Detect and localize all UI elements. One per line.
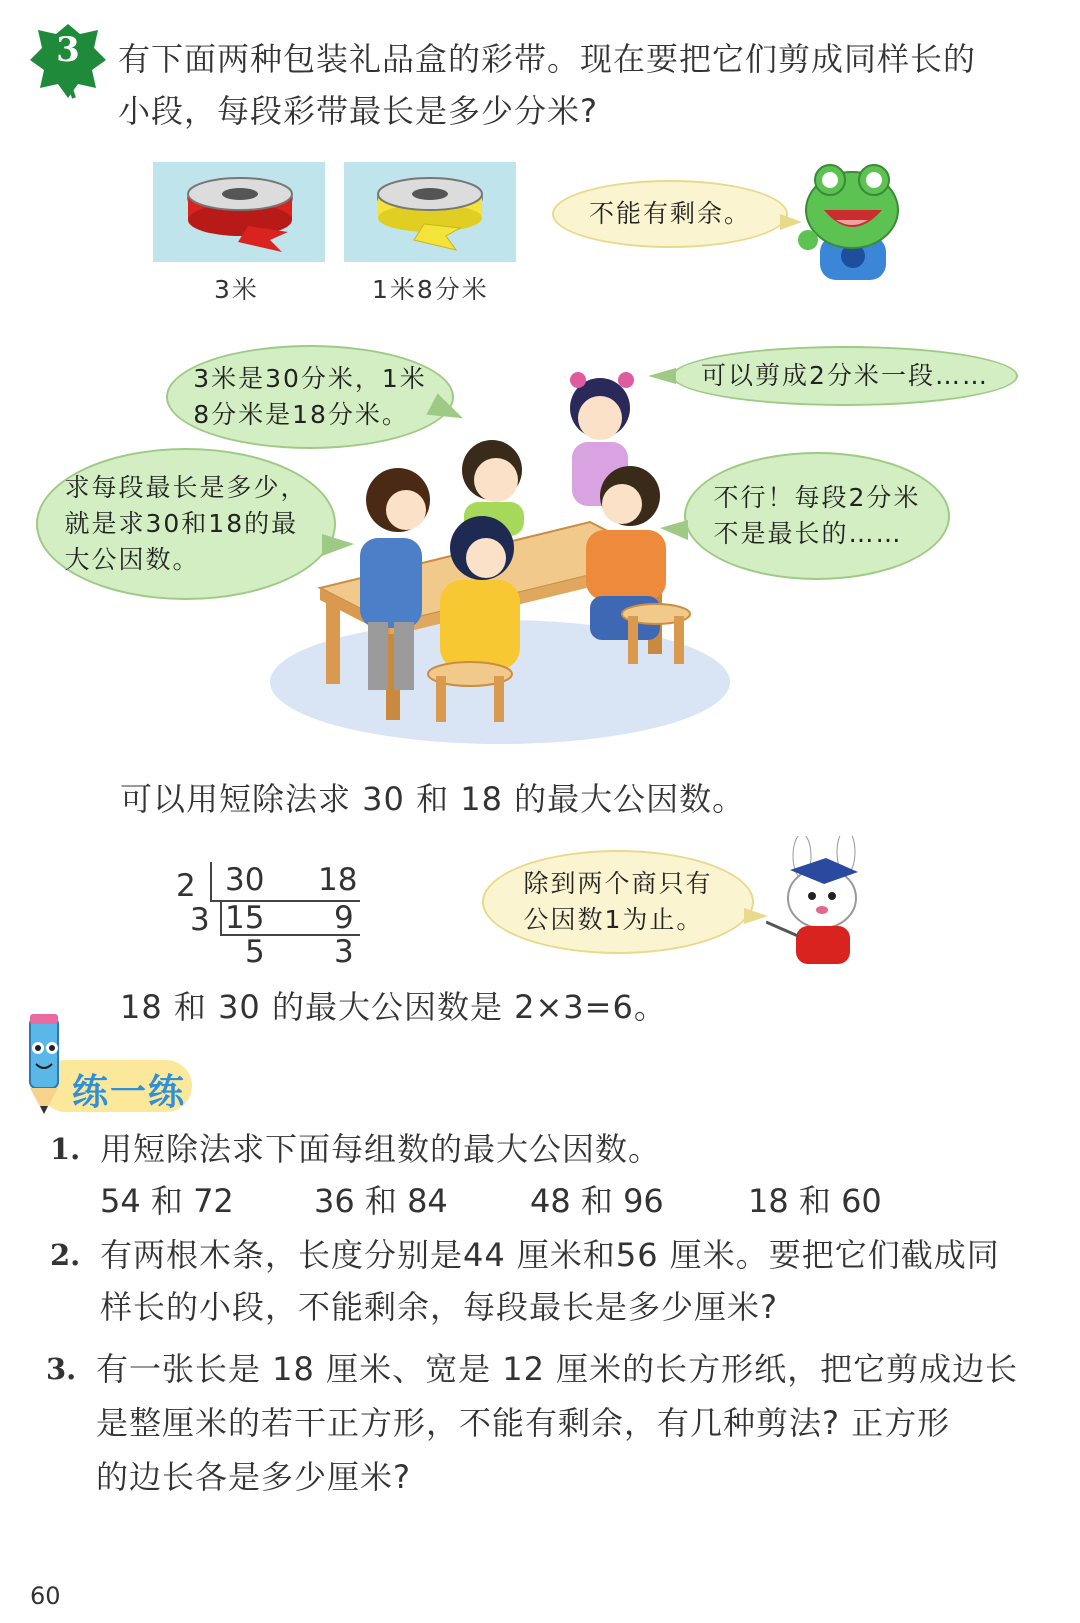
bubble-not-longest-line1: 不行！每段2分米 bbox=[713, 482, 921, 512]
rabbit-teacher-icon bbox=[766, 836, 870, 968]
yellow-ribbon-label: 1米8分米 bbox=[372, 275, 489, 304]
exercise-3-number: 3. bbox=[46, 1352, 77, 1386]
method-text: 可以用短除法求 30 和 18 的最大公因数。 bbox=[120, 780, 746, 818]
quotient-2b: 3 bbox=[334, 934, 354, 970]
bubble-meters-line2: 8分米是18分米。 bbox=[193, 400, 409, 429]
problem-text-line1: 有下面两种包装礼品盒的彩带。现在要把它们剪成同样长的 bbox=[118, 40, 977, 78]
yellow-ribbon-spool-icon bbox=[368, 170, 492, 256]
quotient-2a: 5 bbox=[245, 934, 265, 970]
bubble-gcf-line1: 求每段最长是多少， bbox=[64, 472, 308, 502]
quotient-1b: 9 bbox=[334, 900, 354, 936]
exercise-1-pair-1: 54 和 72 bbox=[100, 1182, 234, 1220]
exercise-3-line2: 是整厘米的若干正方形，不能有剩余，有几种剪法? 正方形 bbox=[96, 1404, 951, 1442]
frog-speech-bubble bbox=[552, 180, 788, 248]
divisor-1: 2 bbox=[176, 868, 196, 904]
rabbit-bubble-tail bbox=[744, 908, 768, 924]
bubble-not-longest-line2: 不是最长的…… bbox=[713, 519, 903, 548]
result-text: 18 和 30 的最大公因数是 2×3=6。 bbox=[120, 988, 667, 1026]
bubble-2dm-text: 可以剪成2分米一段…… bbox=[701, 360, 989, 390]
problem-number: 3 bbox=[56, 30, 80, 70]
practice-title: 练一练 bbox=[72, 1072, 187, 1113]
division-bracket-2 bbox=[220, 902, 222, 936]
red-ribbon-spool-icon bbox=[178, 170, 302, 256]
divisor-2: 3 bbox=[190, 902, 210, 938]
exercise-1-pair-4: 18 和 60 bbox=[748, 1182, 882, 1220]
exercise-1-text: 用短除法求下面每组数的最大公因数。 bbox=[100, 1130, 662, 1168]
rabbit-speech-bubble bbox=[482, 850, 754, 954]
exercise-2-line2: 样长的小段，不能剩余，每段最长是多少厘米? bbox=[100, 1288, 778, 1326]
dividend-b: 18 bbox=[318, 862, 358, 898]
rabbit-bubble-line1: 除到两个商只有 bbox=[523, 868, 713, 898]
exercise-1-pair-2: 36 和 84 bbox=[314, 1182, 448, 1220]
page-number: 60 bbox=[30, 1582, 61, 1610]
pencil-mascot-icon bbox=[16, 1010, 72, 1116]
problem-text-line2: 小段，每段彩带最长是多少分米? bbox=[118, 92, 598, 130]
exercise-3-line1: 有一张长是 18 厘米、宽是 12 厘米的长方形纸，把它剪成边长 bbox=[96, 1350, 1019, 1388]
exercise-3-line3: 的边长各是多少厘米? bbox=[96, 1458, 411, 1496]
exercise-1-pair-3: 48 和 96 bbox=[530, 1182, 664, 1220]
exercise-2-line1: 有两根木条，长度分别是44 厘米和56 厘米。要把它们截成同 bbox=[100, 1236, 1000, 1274]
rabbit-bubble-line2: 公因数1为止。 bbox=[523, 905, 704, 934]
bubble-gcf-line3: 大公因数。 bbox=[64, 545, 200, 575]
red-ribbon-label: 3米 bbox=[214, 275, 259, 304]
quotient-1a: 15 bbox=[225, 900, 265, 936]
exercise-1-number: 1. bbox=[50, 1132, 81, 1166]
frog-character-icon bbox=[796, 158, 908, 284]
division-bracket-1 bbox=[210, 862, 212, 902]
bubble-gcf-line2: 就是求30和18的最 bbox=[64, 508, 299, 538]
kids-at-table-illustration bbox=[260, 352, 730, 757]
bubble-meters-line1: 3米是30分米，1米 bbox=[193, 363, 427, 393]
dividend-a: 30 bbox=[225, 862, 265, 898]
exercise-2-number: 2. bbox=[50, 1238, 81, 1272]
frog-bubble-text: 不能有剩余。 bbox=[588, 198, 751, 228]
